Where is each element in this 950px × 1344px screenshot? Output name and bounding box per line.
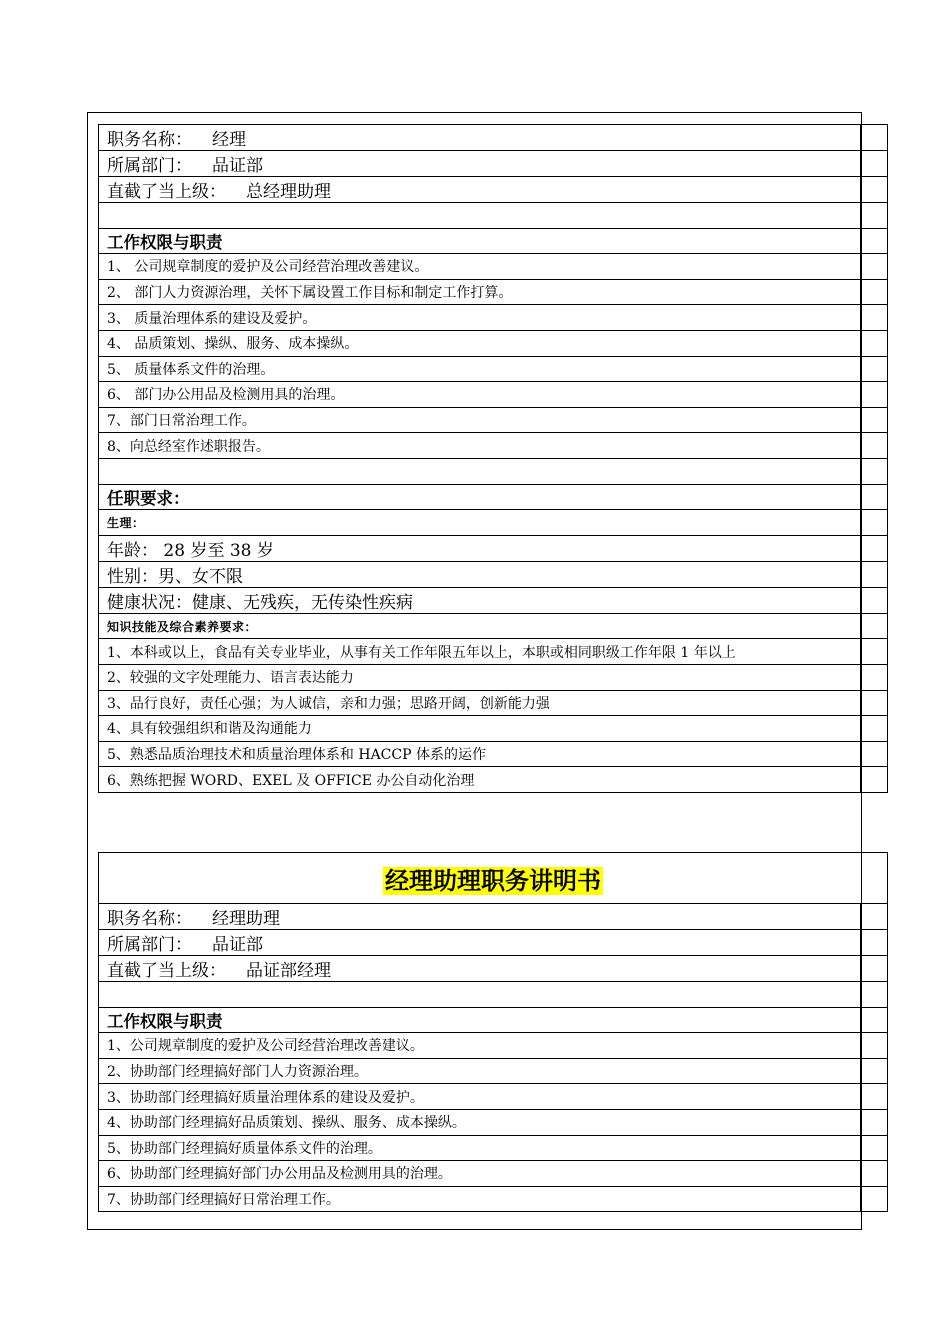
gender-requirement: 性别：男、女不限 [99, 561, 861, 587]
duty-item: 3、 质量治理体系的建设及爱护。 [99, 305, 888, 331]
manager-job-description-table [98, 124, 888, 793]
document-title: 经理助理职务讲明书 [385, 866, 601, 895]
department-row [99, 930, 888, 956]
physical-heading-row [99, 510, 888, 536]
blank-row [99, 458, 888, 484]
duty-item: 7、协助部门经理搞好日常治理工作。 [99, 1186, 888, 1212]
department-row [99, 151, 888, 177]
job-title-label: 职务名称： [107, 130, 192, 150]
department-value: 品证部 [212, 156, 263, 176]
department-label: 所属部门： [107, 935, 192, 955]
department-value: 品证部 [212, 935, 263, 955]
duties-heading-row [99, 228, 888, 254]
job-title-label: 职务名称： [107, 909, 192, 929]
title-row [99, 853, 888, 904]
gender-row [99, 561, 888, 587]
job-title-value: 经理 [212, 130, 246, 150]
skills-heading: 知识技能及综合素养要求： [99, 613, 861, 639]
duty-item: 8、向总经室作述职报告。 [99, 433, 888, 459]
superior-value: 品证部经理 [246, 961, 331, 981]
duty-item: 5、 质量体系文件的治理。 [99, 356, 888, 382]
skill-item: 4、具有较强组织和谐及沟通能力 [99, 716, 888, 742]
age-requirement: 年龄： 28 岁至 38 岁 [99, 535, 861, 561]
department-label: 所属部门： [107, 156, 192, 176]
duty-item: 4、 品质策划、操纵、服务、成本操纵。 [99, 330, 888, 356]
job-title-value: 经理助理 [212, 909, 280, 929]
duty-item: 5、协助部门经理搞好质量体系文件的治理。 [99, 1135, 888, 1161]
skill-item: 1、本科或以上，食品有关专业毕业，从事有关工作年限五年以上，本职或相同职级工作年限 1 年以上 [99, 639, 888, 665]
duty-item: 7、部门日常治理工作。 [99, 407, 888, 433]
duties-heading: 工作权限与职责 [99, 1007, 861, 1033]
skill-item: 3、品行良好，责任心强；为人诚信，亲和力强；思路开阔，创新能力强 [99, 690, 888, 716]
superior-label: 直截了当上级： [107, 961, 226, 981]
skill-item: 2、较强的文字处理能力、语言表达能力 [99, 664, 888, 690]
duty-item: 6、协助部门经理搞好部门办公用品及检测用具的治理。 [99, 1161, 888, 1187]
duty-item: 2、 部门人力资源治理，关怀下属设置工作目标和制定工作打算。 [99, 279, 888, 305]
duties-heading: 工作权限与职责 [99, 228, 861, 254]
skills-heading-row [99, 613, 888, 639]
requirements-heading-row [99, 484, 888, 510]
superior-row [99, 956, 888, 982]
assistant-job-description-table [98, 852, 888, 1212]
blank-row [99, 203, 888, 229]
blank-row [99, 982, 888, 1008]
health-requirement: 健康状况：健康、无残疾，无传染性疾病 [99, 587, 861, 613]
duty-item: 4、协助部门经理搞好品质策划、操纵、服务、成本操纵。 [99, 1109, 888, 1135]
duty-item: 1、公司规章制度的爱护及公司经营治理改善建议。 [99, 1033, 888, 1059]
job-title-row [99, 904, 888, 930]
job-title-row [99, 125, 888, 151]
duties-heading-row [99, 1007, 888, 1033]
superior-value: 总经理助理 [246, 182, 331, 202]
duty-item: 6、 部门办公用品及检测用具的治理。 [99, 382, 888, 408]
age-row [99, 535, 888, 561]
superior-label: 直截了当上级： [107, 182, 226, 202]
duty-item: 1、 公司规章制度的爱护及公司经营治理改善建议。 [99, 254, 888, 280]
superior-row [99, 177, 888, 203]
physical-heading: 生理： [99, 510, 861, 536]
duty-item: 2、协助部门经理搞好部门人力资源治理。 [99, 1058, 888, 1084]
skill-item: 5、熟悉品质治理技术和质量治理体系和 HACCP 体系的运作 [99, 741, 888, 767]
skill-item: 6、熟练把握 WORD、EXEL 及 OFFICE 办公自动化治理 [99, 767, 888, 793]
duty-item: 3、协助部门经理搞好质量治理体系的建设及爱护。 [99, 1084, 888, 1110]
health-row [99, 587, 888, 613]
requirements-heading: 任职要求： [99, 484, 861, 510]
